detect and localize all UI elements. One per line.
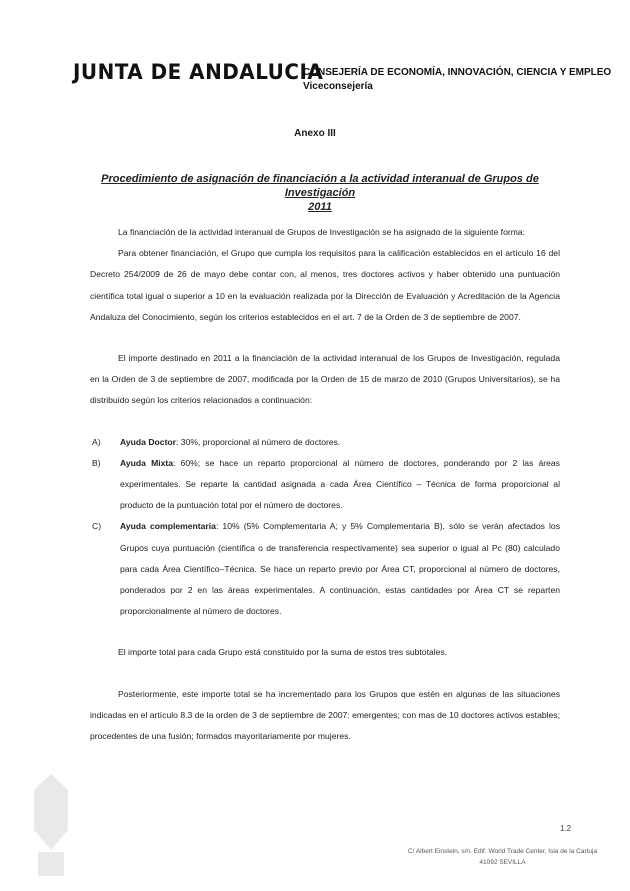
- title-line-2: 2011: [308, 201, 332, 213]
- list-item-text: : 60%; se hace un reparto proporcional al número de doctores, ponderando por 2 las áreas experimentales. Se reparte la cantidad asignada a cada Área Científico – Técnica de forma proporcional al producto de la puntuación total por el número de doctores.: [120, 457, 560, 511]
- paragraph-3: El importe destinado en 2011 a la financiación de la actividad interanual de los Grupos de Investigación, regulada en la Orden de 3 de septiembre de 2007, modificada por la Orden de 15 de marzo de 2010 (Grupos Universitarios), se ha distribuido según los criterios relacionados a continuación:: [90, 353, 560, 406]
- list-item-title: Ayuda complementaria: [120, 521, 216, 532]
- footer-line-1: C/ Albert Einstein, s/n. Edif. World Trade Center, Isla de la Cartuja: [407, 848, 598, 855]
- list-item-text: : 10% (5% Complementaria A; y 5% Complementaria B), sólo se verán afectados los Grupos cuya puntuación (científica o de transferencia respectivamente) sea superior o igual al Pc (80) calculado para cada Área Científico–Técnica. Se hace un reparto previo por Área CT, proporcional al número de doctores, ponderados por 2 en las áreas experimentales. A continuación, estas cantidades por Área CT se reparten proporcionalmente al número de doctores.: [120, 521, 560, 617]
- footer-line-2: 41092 SEVILLA: [479, 859, 526, 866]
- title-line-1: Procedimiento de asignación de financiación a la actividad interanual de Grupos de Investigación: [101, 173, 539, 199]
- list-item-label: B): [92, 457, 101, 468]
- list-item-label: C): [92, 521, 102, 532]
- department-name: CONSEJERÍA DE ECONOMÍA, INNOVACIÓN, CIENCIA Y EMPLEO: [303, 67, 612, 78]
- footer-address: [400, 846, 605, 868]
- criteria-list: [90, 432, 560, 623]
- list-item-label: A): [92, 436, 101, 447]
- page-number: 1.2: [560, 824, 572, 833]
- list-item: [90, 516, 560, 622]
- subdepartment-name: Viceconsejería: [303, 81, 373, 92]
- paragraph-2: Para obtener financiación, el Grupo que cumpla los requisitos para la calificación establecidos en el artículo 16 del Decreto 254/2009 de 26 de mayo debe contar con, al menos, tres doctores activos y haber obtenido una puntuación científica total igual o superior a 10 en la evaluación realizada por la Dirección de Evaluación y Acreditación de la Agencia Andaluza del Conocimiento, según los criterios establecidos en el art. 7 de la Orden de 3 de septiembre de 2007.: [90, 248, 560, 322]
- department-header: [303, 66, 611, 94]
- paragraph-5: Posteriormente, este importe total se ha incrementado para los Grupos que estén en algunas de las situaciones indicadas en el artículo 8.3 de la orden de 3 de septiembre de 2007: emergentes; con mas de 10 doctores activos estables; procedentes de una fusión; formados mayoritariamente por mujeres.: [90, 688, 560, 742]
- document-body: [90, 222, 560, 747]
- list-item-title: Ayuda Doctor: [120, 436, 177, 447]
- annex-label: Anexo III: [294, 128, 336, 139]
- list-item: [90, 432, 560, 453]
- document-title: [80, 172, 560, 214]
- junta-de-andalucia-logo: JUNTA DE ANDALUCIA: [73, 60, 324, 84]
- list-item: [90, 453, 560, 517]
- paragraph-1: La financiación de la actividad interanual de Grupos de Investigación se ha asignado de la siguiente forma:: [118, 227, 526, 237]
- watermark-seal-icon: [28, 770, 74, 880]
- list-item-text: : 30%, proporcional al número de doctores.: [176, 436, 341, 447]
- list-item-title: Ayuda Mixta: [120, 457, 174, 468]
- paragraph-4: El importe total para cada Grupo está constituido por la suma de estos tres subtotales.: [118, 647, 448, 658]
